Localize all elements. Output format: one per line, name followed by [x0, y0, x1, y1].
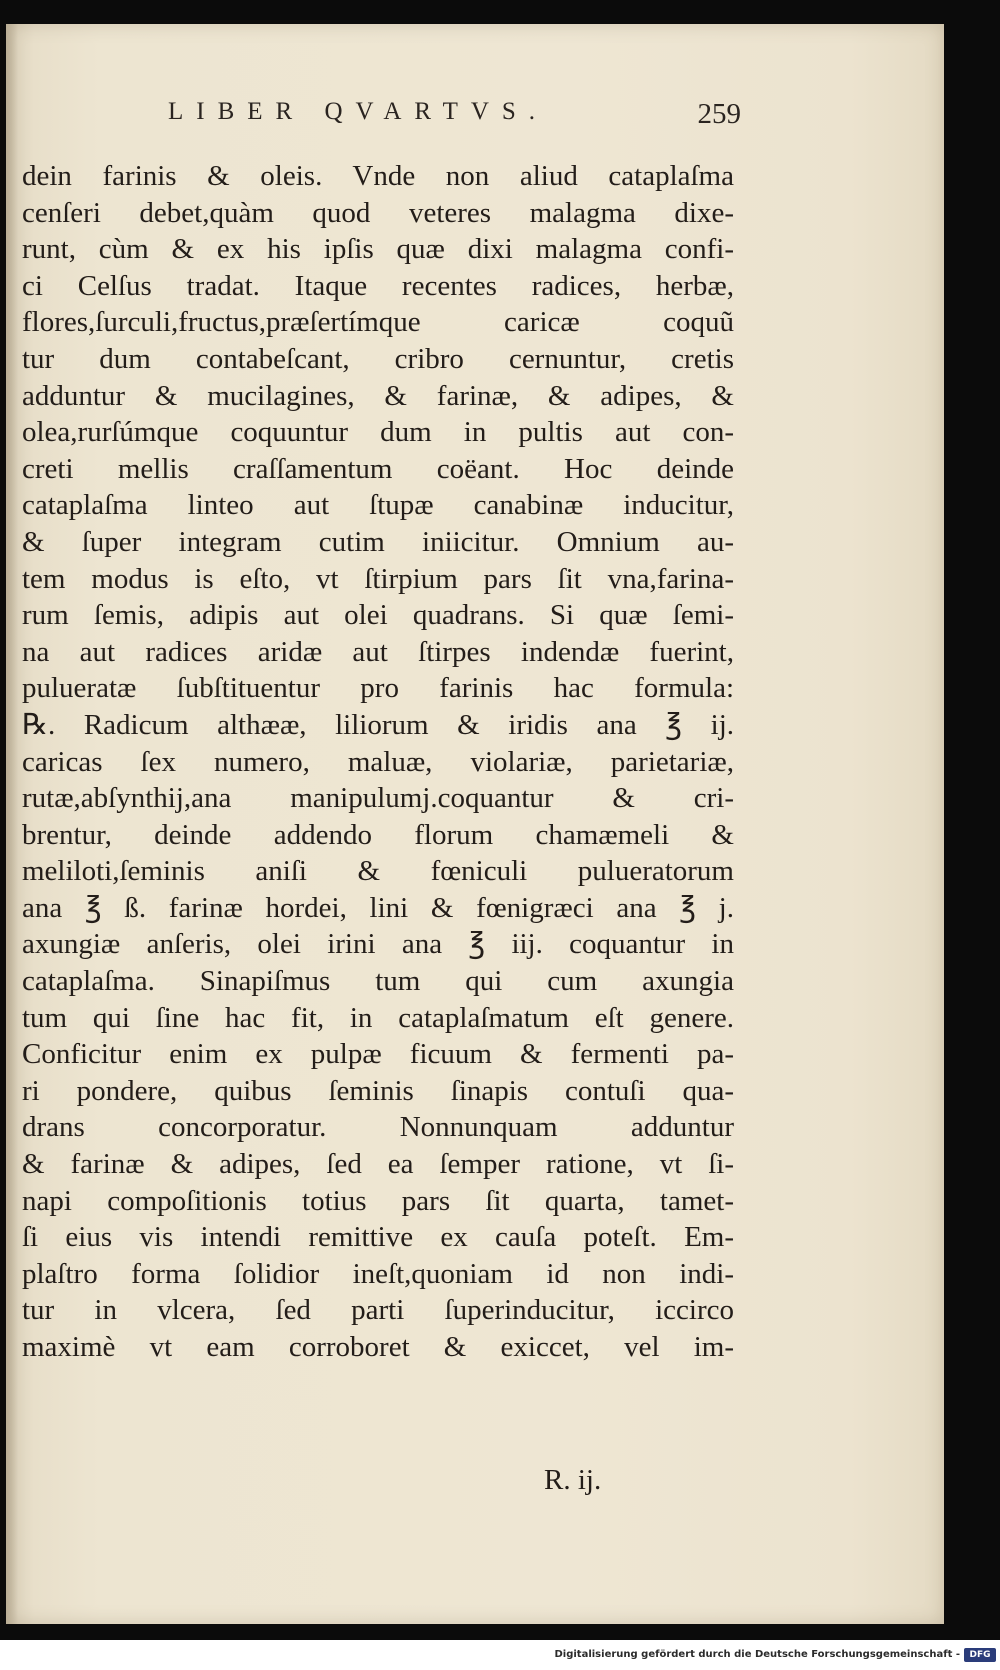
text-line: maximè vt eam corroboret & exiccet, vel im-: [22, 1331, 734, 1363]
text-line: dein farinis & oleis. Vnde non aliud cataplaſma: [22, 160, 734, 192]
dfg-logo-icon: DFG: [964, 1648, 996, 1662]
text-line: axungiæ anſeris, olei irini ana ℥ iij. coquantur in: [22, 928, 734, 961]
text-line: na aut radices aridæ aut ſtirpes indendæ fuerint,: [22, 635, 734, 668]
text-line: flores,ſurculi,fructus,præſertímque caricæ coquũ: [22, 306, 734, 339]
text-line: ri pondere, quibus ſeminis ſinapis contuſi qua-: [22, 1074, 734, 1107]
text-line: & farinæ & adipes, ſed ea ſemper ratione, vt ſi-: [22, 1148, 734, 1181]
text-line: meliloti,ſeminis aniſi & fœniculi pulueratorum: [22, 855, 734, 888]
signature-mark: R. ij.: [544, 1464, 602, 1496]
text-line: adduntur & mucilagines, & farinæ, & adipes, &: [22, 379, 734, 412]
text-line: rum ſemis, adipis aut olei quadrans. Si quæ ſemi-: [22, 599, 734, 632]
text-line: caricas ſex numero, maluæ, violariæ, parietariæ,: [22, 745, 734, 778]
body-text: [22, 158, 734, 1366]
text-line: drans concorporatur. Nonnunquam adduntur: [22, 1111, 734, 1144]
text-line: olea,rurſúmque coquuntur dum in pultis aut con-: [22, 416, 734, 449]
text-line: cataplaſma. Sinapiſmus tum qui cum axungia: [22, 965, 734, 998]
text-line: pulueratæ ſubſtituentur pro farinis hac formula:: [22, 672, 734, 705]
running-head: LIBER QVARTVS.: [168, 98, 549, 125]
text-line: ana ℥ ß. farinæ hordei, lini & fœnigræci ana ℥ j.: [22, 891, 734, 924]
funding-credit: Digitalisierung gefördert durch die Deutsche Forschungsgemeinschaft -: [554, 1649, 960, 1660]
text-line: plaſtro forma ſolidior ineſt,quoniam id non indi-: [22, 1257, 734, 1290]
text-line: tem modus is eſto, vt ſtirpium pars ſit vna,farina-: [22, 562, 734, 595]
text-line: & ſuper integram cutim iniicitur. Omnium au-: [22, 525, 734, 558]
page-gutter: [6, 24, 18, 1624]
text-line: Conficitur enim ex pulpæ ficuum & fermenti pa-: [22, 1038, 734, 1071]
book-page: [6, 24, 944, 1624]
text-line: brentur, deinde addendo florum chamæmeli &: [22, 818, 734, 851]
text-line: runt, cùm & ex his ipſis quæ dixi malagma confi-: [22, 233, 734, 266]
footer-bar: [0, 1645, 1000, 1670]
text-line: cenſeri debet,quàm quod veteres malagma dixe-: [22, 196, 734, 229]
text-line: creti mellis craſſamentum coëant. Hoc deinde: [22, 452, 734, 485]
text-line: ſi eius vis intendi remittive ex cauſa poteſt. Em-: [22, 1221, 734, 1254]
text-line: rutæ,abſynthij,ana manipulumj.coquantur & cri-: [22, 782, 734, 815]
text-line: napi compoſitionis totius pars ſit quarta, tamet-: [22, 1184, 734, 1217]
text-line: cataplaſma linteo aut ſtupæ canabinæ inducitur,: [22, 489, 734, 522]
text-line: tur dum contabeſcant, cribro cernuntur, cretis: [22, 342, 734, 375]
text-line: ci Celſus tradat. Itaque recentes radices, herbæ,: [22, 269, 734, 302]
text-line: ℞. Radicum althææ, liliorum & iridis ana ℥ ij.: [22, 708, 734, 741]
text-line: tum qui ſine hac fit, in cataplaſmatum eſt genere.: [22, 1001, 734, 1034]
page-number: 259: [697, 98, 741, 130]
text-line: tur in vlcera, ſed parti ſuperinducitur, iccirco: [22, 1294, 734, 1327]
